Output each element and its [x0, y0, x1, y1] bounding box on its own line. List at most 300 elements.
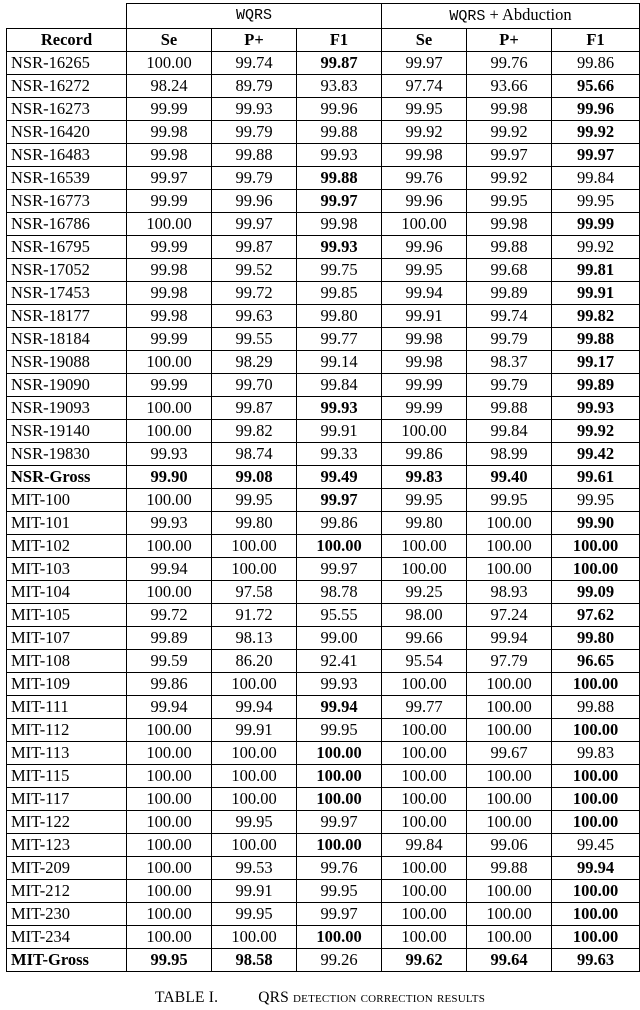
table-row [7, 282, 640, 305]
record-cell: MIT-103 [7, 558, 127, 581]
value-cell: 99.95 [297, 880, 382, 903]
value-cell: 99.55 [212, 328, 297, 351]
group-header-wqrs-abduction-extra: + Abduction [485, 5, 572, 24]
table-row [7, 351, 640, 374]
value-cell: 100.00 [212, 742, 297, 765]
results-table-body [7, 4, 640, 972]
record-cell: NSR-19090 [7, 374, 127, 397]
record-cell: NSR-18184 [7, 328, 127, 351]
value-cell: 100.00 [467, 811, 552, 834]
value-cell: 100.00 [127, 880, 212, 903]
value-cell: 100.00 [467, 788, 552, 811]
value-cell: 100.00 [382, 673, 467, 696]
value-cell: 99.81 [552, 259, 640, 282]
value-cell: 99.72 [127, 604, 212, 627]
value-cell: 99.99 [127, 328, 212, 351]
value-cell: 99.79 [467, 328, 552, 351]
value-cell: 99.98 [382, 351, 467, 374]
value-cell: 98.00 [382, 604, 467, 627]
value-cell: 99.89 [467, 282, 552, 305]
value-cell: 99.87 [212, 397, 297, 420]
record-cell: NSR-17453 [7, 282, 127, 305]
table-row [7, 604, 640, 627]
value-cell: 100.00 [212, 558, 297, 581]
record-cell: MIT-104 [7, 581, 127, 604]
value-cell: 99.95 [467, 190, 552, 213]
table-row [7, 328, 640, 351]
table-row [7, 259, 640, 282]
value-cell: 100.00 [127, 765, 212, 788]
column-header-p-plus: P+ [212, 29, 297, 52]
value-cell: 99.93 [127, 443, 212, 466]
value-cell: 100.00 [552, 535, 640, 558]
value-cell: 100.00 [382, 880, 467, 903]
value-cell: 100.00 [127, 857, 212, 880]
value-cell: 100.00 [127, 420, 212, 443]
value-cell: 100.00 [467, 903, 552, 926]
value-cell: 100.00 [127, 834, 212, 857]
value-cell: 99.93 [552, 397, 640, 420]
value-cell: 100.00 [297, 742, 382, 765]
record-cell: NSR-16265 [7, 52, 127, 75]
value-cell: 100.00 [297, 834, 382, 857]
table-row [7, 144, 640, 167]
value-cell: 99.98 [127, 305, 212, 328]
value-cell: 99.94 [467, 627, 552, 650]
value-cell: 97.62 [552, 604, 640, 627]
value-cell: 99.94 [297, 696, 382, 719]
value-cell: 91.72 [212, 604, 297, 627]
value-cell: 100.00 [382, 788, 467, 811]
record-cell: MIT-212 [7, 880, 127, 903]
value-cell: 100.00 [127, 213, 212, 236]
value-cell: 99.97 [297, 489, 382, 512]
group-header-row [7, 4, 640, 29]
value-cell: 99.92 [552, 121, 640, 144]
value-cell: 99.63 [212, 305, 297, 328]
value-cell: 99.95 [382, 489, 467, 512]
table-row [7, 52, 640, 75]
value-cell: 99.94 [382, 282, 467, 305]
value-cell: 100.00 [382, 719, 467, 742]
table-row [7, 75, 640, 98]
value-cell: 99.75 [297, 259, 382, 282]
value-cell: 99.97 [297, 903, 382, 926]
value-cell: 100.00 [552, 880, 640, 903]
value-cell: 99.88 [467, 857, 552, 880]
value-cell: 99.86 [552, 52, 640, 75]
value-cell: 99.97 [297, 190, 382, 213]
table-row [7, 98, 640, 121]
value-cell: 99.88 [297, 121, 382, 144]
record-cell: NSR-16272 [7, 75, 127, 98]
value-cell: 98.78 [297, 581, 382, 604]
value-cell: 100.00 [467, 558, 552, 581]
table-row [7, 420, 640, 443]
blank-corner-cell [7, 4, 127, 29]
table-row [7, 926, 640, 949]
record-cell: MIT-113 [7, 742, 127, 765]
table-row [7, 512, 640, 535]
value-cell: 99.70 [212, 374, 297, 397]
value-cell: 100.00 [297, 788, 382, 811]
record-cell: MIT-111 [7, 696, 127, 719]
value-cell: 99.66 [382, 627, 467, 650]
value-cell: 99.93 [127, 512, 212, 535]
value-cell: 99.99 [127, 190, 212, 213]
record-cell: NSR-19140 [7, 420, 127, 443]
table-row [7, 834, 640, 857]
value-cell: 99.86 [297, 512, 382, 535]
value-cell: 100.00 [552, 811, 640, 834]
value-cell: 99.96 [382, 236, 467, 259]
value-cell: 99.99 [382, 397, 467, 420]
value-cell: 99.94 [552, 857, 640, 880]
record-cell: MIT-209 [7, 857, 127, 880]
record-cell: NSR-19830 [7, 443, 127, 466]
value-cell: 100.00 [212, 926, 297, 949]
value-cell: 100.00 [382, 535, 467, 558]
value-cell: 99.94 [212, 696, 297, 719]
table-row [7, 466, 640, 489]
value-cell: 99.92 [467, 167, 552, 190]
value-cell: 99.96 [382, 190, 467, 213]
value-cell: 99.95 [552, 489, 640, 512]
value-cell: 99.77 [297, 328, 382, 351]
value-cell: 99.72 [212, 282, 297, 305]
value-cell: 99.76 [467, 52, 552, 75]
record-cell: NSR-19088 [7, 351, 127, 374]
record-cell: NSR-16420 [7, 121, 127, 144]
value-cell: 99.93 [212, 98, 297, 121]
value-cell: 99.92 [382, 121, 467, 144]
value-cell: 100.00 [552, 788, 640, 811]
value-cell: 99.89 [127, 627, 212, 650]
value-cell: 100.00 [382, 903, 467, 926]
value-cell: 99.09 [552, 581, 640, 604]
table-row [7, 535, 640, 558]
value-cell: 99.92 [552, 420, 640, 443]
value-cell: 100.00 [467, 719, 552, 742]
value-cell: 100.00 [212, 788, 297, 811]
record-cell: NSR-16786 [7, 213, 127, 236]
value-cell: 100.00 [467, 926, 552, 949]
value-cell: 99.88 [467, 236, 552, 259]
value-cell: 99.14 [297, 351, 382, 374]
value-cell: 89.79 [212, 75, 297, 98]
value-cell: 99.40 [467, 466, 552, 489]
value-cell: 99.95 [382, 259, 467, 282]
value-cell: 99.87 [297, 52, 382, 75]
value-cell: 99.93 [297, 144, 382, 167]
value-cell: 99.97 [467, 144, 552, 167]
value-cell: 100.00 [127, 903, 212, 926]
value-cell: 99.96 [552, 98, 640, 121]
value-cell: 99.82 [212, 420, 297, 443]
value-cell: 99.88 [552, 328, 640, 351]
table-row [7, 581, 640, 604]
record-cell: MIT-230 [7, 903, 127, 926]
value-cell: 99.96 [212, 190, 297, 213]
results-table [6, 3, 640, 972]
column-header-row [7, 29, 640, 52]
record-cell: MIT-109 [7, 673, 127, 696]
value-cell: 99.95 [552, 190, 640, 213]
value-cell: 99.94 [127, 558, 212, 581]
value-cell: 95.66 [552, 75, 640, 98]
value-cell: 100.00 [212, 535, 297, 558]
column-header-f1: F1 [297, 29, 382, 52]
value-cell: 99.92 [467, 121, 552, 144]
value-cell: 99.53 [212, 857, 297, 880]
value-cell: 99.00 [297, 627, 382, 650]
value-cell: 99.87 [212, 236, 297, 259]
value-cell: 100.00 [212, 765, 297, 788]
value-cell: 92.41 [297, 650, 382, 673]
value-cell: 99.79 [212, 167, 297, 190]
value-cell: 99.08 [212, 466, 297, 489]
table-row [7, 788, 640, 811]
value-cell: 100.00 [467, 880, 552, 903]
record-cell: NSR-18177 [7, 305, 127, 328]
value-cell: 99.90 [552, 512, 640, 535]
value-cell: 100.00 [467, 512, 552, 535]
column-header-se-abduction: Se [382, 29, 467, 52]
value-cell: 99.99 [382, 374, 467, 397]
record-cell: MIT-Gross [7, 949, 127, 972]
value-cell: 99.84 [297, 374, 382, 397]
value-cell: 99.33 [297, 443, 382, 466]
table-row [7, 857, 640, 880]
table-row [7, 305, 640, 328]
table-row [7, 236, 640, 259]
value-cell: 99.93 [297, 673, 382, 696]
value-cell: 99.97 [127, 167, 212, 190]
value-cell: 100.00 [382, 420, 467, 443]
value-cell: 99.86 [382, 443, 467, 466]
value-cell: 99.98 [467, 213, 552, 236]
value-cell: 95.55 [297, 604, 382, 627]
table-caption [0, 989, 640, 1007]
value-cell: 99.95 [212, 811, 297, 834]
value-cell: 99.88 [212, 144, 297, 167]
table-caption-number: TABLE I. [154, 989, 219, 1006]
group-header-wqrs-abduction-mono: WQRS [449, 8, 486, 25]
value-cell: 96.65 [552, 650, 640, 673]
table-row [7, 719, 640, 742]
value-cell: 100.00 [467, 765, 552, 788]
value-cell: 99.92 [552, 236, 640, 259]
value-cell: 100.00 [127, 581, 212, 604]
column-header-p-plus-abduction: P+ [467, 29, 552, 52]
record-cell: MIT-122 [7, 811, 127, 834]
value-cell: 100.00 [127, 926, 212, 949]
value-cell: 99.97 [297, 558, 382, 581]
record-cell: MIT-101 [7, 512, 127, 535]
value-cell: 99.95 [382, 98, 467, 121]
column-header-f1-abduction: F1 [552, 29, 640, 52]
value-cell: 99.59 [127, 650, 212, 673]
value-cell: 99.99 [127, 236, 212, 259]
value-cell: 99.83 [382, 466, 467, 489]
record-cell: MIT-100 [7, 489, 127, 512]
table-row [7, 213, 640, 236]
value-cell: 99.95 [467, 489, 552, 512]
value-cell: 100.00 [127, 742, 212, 765]
value-cell: 99.06 [467, 834, 552, 857]
record-cell: NSR-16539 [7, 167, 127, 190]
value-cell: 100.00 [552, 765, 640, 788]
value-cell: 99.79 [467, 374, 552, 397]
group-header-wqrs: WQRS [127, 4, 382, 29]
value-cell: 99.77 [382, 696, 467, 719]
table-row [7, 489, 640, 512]
value-cell: 99.68 [467, 259, 552, 282]
record-cell: NSR-16483 [7, 144, 127, 167]
value-cell: 100.00 [127, 719, 212, 742]
record-cell: MIT-108 [7, 650, 127, 673]
value-cell: 100.00 [552, 558, 640, 581]
record-cell: MIT-102 [7, 535, 127, 558]
column-header-se: Se [127, 29, 212, 52]
value-cell: 100.00 [552, 903, 640, 926]
record-cell: MIT-117 [7, 788, 127, 811]
value-cell: 100.00 [467, 696, 552, 719]
value-cell: 99.74 [467, 305, 552, 328]
value-cell: 99.98 [467, 98, 552, 121]
value-cell: 98.37 [467, 351, 552, 374]
value-cell: 97.24 [467, 604, 552, 627]
table-row [7, 627, 640, 650]
value-cell: 100.00 [127, 811, 212, 834]
value-cell: 99.61 [552, 466, 640, 489]
value-cell: 99.91 [212, 719, 297, 742]
value-cell: 99.91 [297, 420, 382, 443]
record-cell: MIT-234 [7, 926, 127, 949]
value-cell: 99.86 [127, 673, 212, 696]
table-row [7, 121, 640, 144]
value-cell: 99.42 [552, 443, 640, 466]
value-cell: 99.96 [297, 98, 382, 121]
value-cell: 99.91 [212, 880, 297, 903]
value-cell: 99.98 [127, 282, 212, 305]
value-cell: 99.26 [297, 949, 382, 972]
table-row [7, 673, 640, 696]
value-cell: 99.82 [552, 305, 640, 328]
value-cell: 100.00 [382, 742, 467, 765]
record-cell: NSR-16773 [7, 190, 127, 213]
record-cell: NSR-16273 [7, 98, 127, 121]
value-cell: 99.84 [382, 834, 467, 857]
value-cell: 99.80 [382, 512, 467, 535]
value-cell: 100.00 [382, 857, 467, 880]
value-cell: 99.95 [297, 719, 382, 742]
record-cell: MIT-115 [7, 765, 127, 788]
value-cell: 99.64 [467, 949, 552, 972]
value-cell: 100.00 [552, 719, 640, 742]
value-cell: 100.00 [127, 397, 212, 420]
record-cell: NSR-Gross [7, 466, 127, 489]
value-cell: 100.00 [127, 52, 212, 75]
value-cell: 98.58 [212, 949, 297, 972]
value-cell: 99.95 [212, 903, 297, 926]
value-cell: 93.66 [467, 75, 552, 98]
value-cell: 97.58 [212, 581, 297, 604]
value-cell: 99.83 [552, 742, 640, 765]
value-cell: 100.00 [382, 926, 467, 949]
value-cell: 97.79 [467, 650, 552, 673]
table-row [7, 167, 640, 190]
table-row [7, 742, 640, 765]
value-cell: 99.99 [127, 98, 212, 121]
table-row [7, 765, 640, 788]
value-cell: 99.90 [127, 466, 212, 489]
value-cell: 100.00 [127, 788, 212, 811]
table-row [7, 949, 640, 972]
value-cell: 99.80 [212, 512, 297, 535]
value-cell: 100.00 [127, 535, 212, 558]
value-cell: 99.80 [297, 305, 382, 328]
value-cell: 99.97 [297, 811, 382, 834]
table-row [7, 903, 640, 926]
value-cell: 99.88 [297, 167, 382, 190]
value-cell: 98.99 [467, 443, 552, 466]
value-cell: 99.76 [382, 167, 467, 190]
value-cell: 97.74 [382, 75, 467, 98]
table-caption-text: QRS detection correction results [258, 989, 486, 1006]
record-cell: MIT-112 [7, 719, 127, 742]
table-row [7, 443, 640, 466]
value-cell: 95.54 [382, 650, 467, 673]
table-row [7, 650, 640, 673]
value-cell: 100.00 [382, 765, 467, 788]
value-cell: 99.95 [127, 949, 212, 972]
table-row [7, 811, 640, 834]
value-cell: 100.00 [552, 926, 640, 949]
value-cell: 86.20 [212, 650, 297, 673]
value-cell: 99.52 [212, 259, 297, 282]
value-cell: 99.93 [297, 236, 382, 259]
value-cell: 99.91 [382, 305, 467, 328]
table-row [7, 374, 640, 397]
value-cell: 98.24 [127, 75, 212, 98]
value-cell: 100.00 [297, 926, 382, 949]
value-cell: 100.00 [297, 765, 382, 788]
table-row [7, 880, 640, 903]
value-cell: 99.98 [127, 259, 212, 282]
value-cell: 99.88 [552, 696, 640, 719]
value-cell: 100.00 [127, 351, 212, 374]
group-header-wqrs-abduction [382, 4, 640, 29]
value-cell: 100.00 [382, 811, 467, 834]
value-cell: 99.99 [127, 374, 212, 397]
value-cell: 100.00 [382, 213, 467, 236]
value-cell: 99.97 [212, 213, 297, 236]
value-cell: 99.74 [212, 52, 297, 75]
value-cell: 98.29 [212, 351, 297, 374]
value-cell: 99.91 [552, 282, 640, 305]
value-cell: 99.84 [552, 167, 640, 190]
record-cell: MIT-105 [7, 604, 127, 627]
value-cell: 99.89 [552, 374, 640, 397]
value-cell: 93.83 [297, 75, 382, 98]
value-cell: 99.45 [552, 834, 640, 857]
record-cell: NSR-16795 [7, 236, 127, 259]
value-cell: 99.85 [297, 282, 382, 305]
value-cell: 99.62 [382, 949, 467, 972]
value-cell: 99.17 [552, 351, 640, 374]
value-cell: 100.00 [297, 535, 382, 558]
